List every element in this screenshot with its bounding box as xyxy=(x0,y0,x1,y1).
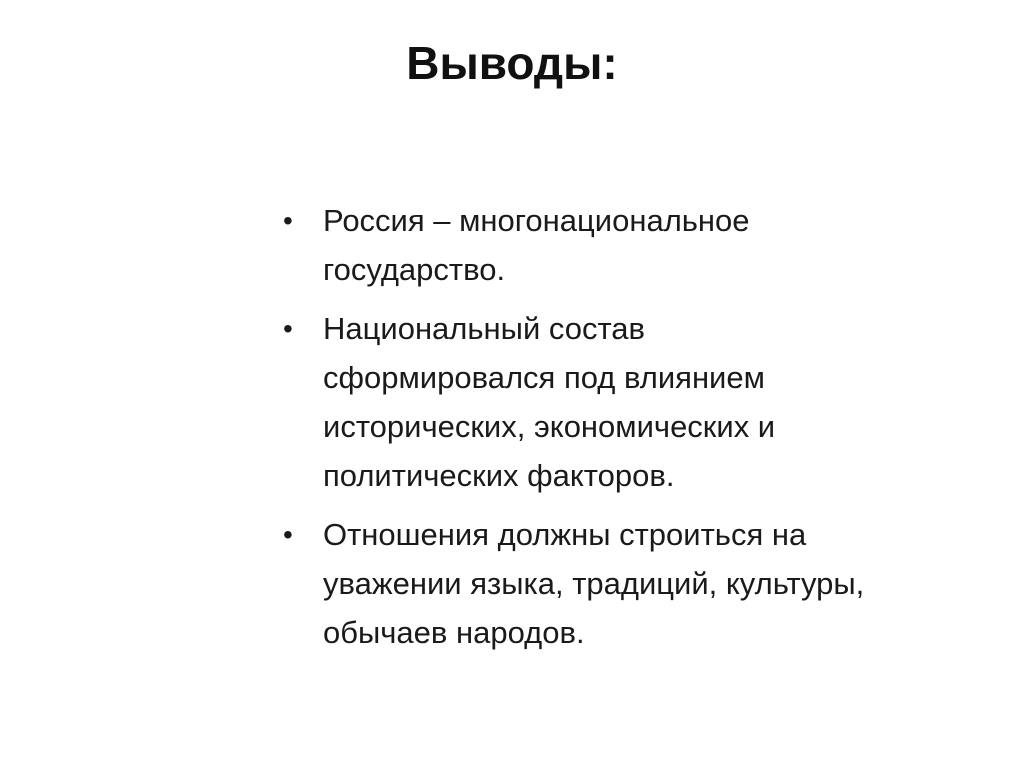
bullet-line: сформировался под влиянием xyxy=(323,360,765,395)
bullet-item xyxy=(283,196,983,294)
bullet-line: исторических, экономических и xyxy=(323,409,776,444)
bullet-line: Отношения должны строиться на xyxy=(323,517,807,552)
bullet-dot-icon: • xyxy=(283,205,293,236)
bullet-text xyxy=(323,304,983,500)
bullet-item xyxy=(283,510,983,657)
bullet-line: Россия – многонациональное xyxy=(323,203,750,238)
slide-title: Выводы: xyxy=(406,37,618,89)
bullet-line: уважении языка, традиций, культуры, xyxy=(323,566,865,601)
bullet-item xyxy=(283,304,983,500)
bullet-text xyxy=(323,196,983,294)
bullet-text xyxy=(323,510,983,657)
bullet-dot-icon: • xyxy=(283,313,293,344)
bullet-line: государство. xyxy=(323,252,506,287)
bullet-line: обычаев народов. xyxy=(323,615,585,650)
bullet-line: политических факторов. xyxy=(323,458,675,493)
bullet-dot-icon: • xyxy=(283,519,293,550)
bullet-list xyxy=(283,196,983,667)
bullet-line: Национальный состав xyxy=(323,311,646,346)
